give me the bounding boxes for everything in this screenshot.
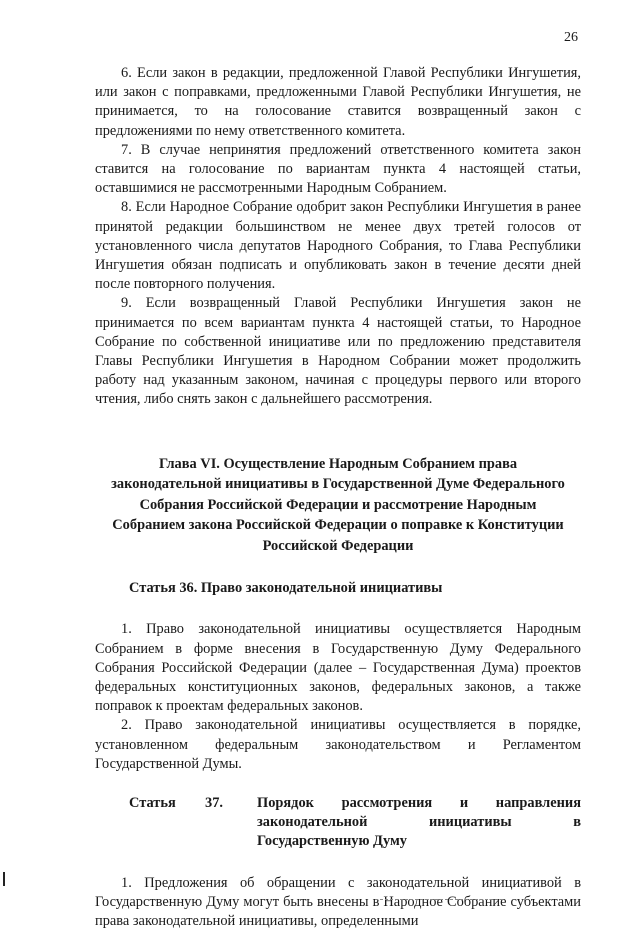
article-36-paragraph-2: 2. Право законодательной инициативы осуществляется в порядке, установленном федеральным законодательством и Регламентом Государственной Думы. <box>95 717 581 772</box>
document-body <box>95 64 581 931</box>
paragraph-8: 8. Если Народное Собрание одобрит закон Республики Ингушетия в ранее принятой редакции большинством не менее двух третей голосов от установленного числа депутатов Народного Собрания, то Глава Республики Ингушетия обязан подписать и опубликовать закон в течение десяти дней после повторного получения. <box>95 199 581 293</box>
paragraph-6: 6. Если закон в редакции, предложенной Главой Республики Ингушетия, или закон с поправками, предложенными Главой Республики Ингушетия, не принимается, то на голосование ставится возвращенный закон с предложениями по нему ответственного комитета. <box>95 65 581 139</box>
article-37-title: Порядок рассмотрения и направления законодательной инициативы в Государственную Думу <box>257 794 581 850</box>
scan-mark <box>3 872 5 886</box>
article-37-paragraph-1: 1. Предложения об обращении с законодательной инициативой в Государственную Думу могут быть внесены в Народное Собрание субъектами права законодательной инициативы, определенными <box>95 874 581 929</box>
scan-dash-line <box>375 899 503 900</box>
paragraph-7: 7. В случае непринятия предложений ответственного комитета закон ставится на голосование по вариантам пункта 4 настоящей статьи, оставшимися не рассмотренными Народным Собранием. <box>95 141 581 197</box>
article-37-label: Статья <box>129 794 176 811</box>
page-number: 26 <box>564 30 578 45</box>
article-36-paragraph-1: 1. Право законодательной инициативы осуществляется Народным Собранием в форме внесения в Государственную Думу Федерального Собрания Российской Федерации (далее – Государственная Дума) проектов федеральных конституционных законов, федеральных законов, а также поправок к проектам федеральных законов. <box>95 621 581 715</box>
article-36-title: Статья 36. Право законодательной инициативы <box>129 580 443 597</box>
article-37-heading <box>95 794 581 852</box>
paragraph-9: 9. Если возвращенный Главой Республики Ингушетия закон не принимается по всем вариантам пункта 4 настоящей статьи, то Народное Собрание по собственной инициативе или по предложению представителя Главы Республики Ингушетия в Народном Собрании может продолжить работу над указанным законом, начиная с процедуры первого или второго чтения, либо снять закон с дальнейшего рассмотрения. <box>95 295 581 408</box>
chapter-title: Глава VI. Осуществление Народным Собранием права законодательной инициативы в Государственной Думе Федерального Собрания Российской Федерации и рассмотрение Народным Собранием закона Российской Федерации о поправке к Конституции Российской Федерации <box>111 455 565 554</box>
article-37-number: 37. <box>205 794 223 811</box>
